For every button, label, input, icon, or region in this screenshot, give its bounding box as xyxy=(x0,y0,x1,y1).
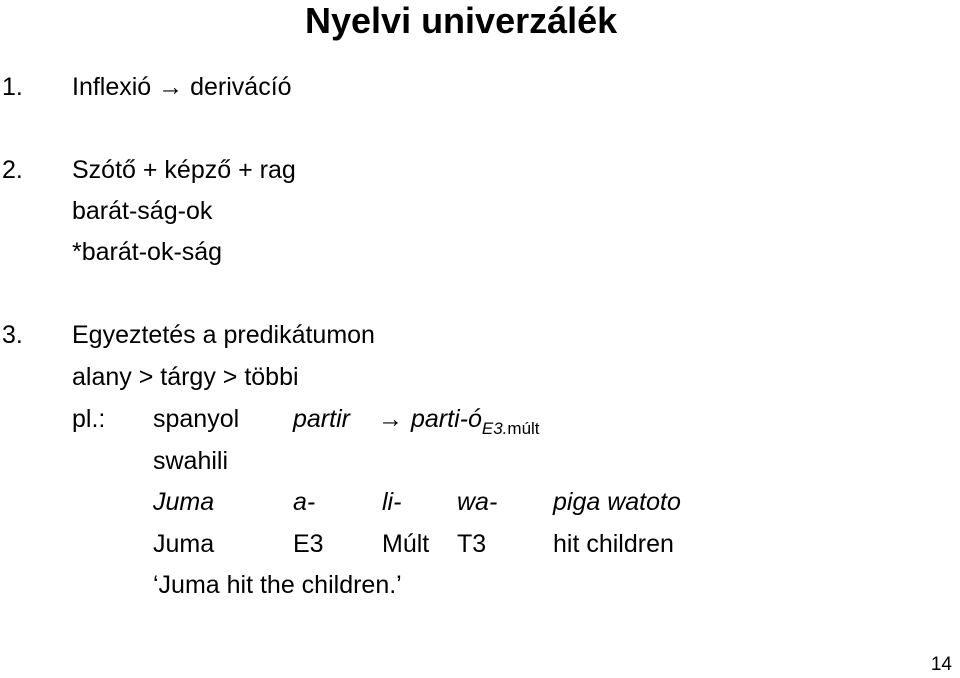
swahili-morph: wa- xyxy=(457,488,498,516)
item-2-example-1: barát-ság-ok xyxy=(72,197,213,225)
right-arrow-icon: → xyxy=(378,405,403,433)
inflection-label: Inflexió xyxy=(72,73,152,101)
spanish-label: spanyol xyxy=(153,405,240,433)
swahili-translation: ‘Juma hit the children.’ xyxy=(153,571,402,599)
right-arrow-icon: → xyxy=(158,73,184,101)
swahili-gloss: T3 xyxy=(457,530,487,558)
derivation-label: derivácíó xyxy=(190,73,292,101)
item-2-number: 2. xyxy=(2,156,23,184)
swahili-gloss: Juma xyxy=(153,530,215,558)
item-2-example-2: *barát-ok-ság xyxy=(72,238,223,266)
swahili-morph: a- xyxy=(293,488,316,516)
swahili-morph: piga watoto xyxy=(553,488,681,516)
item-3-text: Egyeztetés a predikátumon xyxy=(72,321,375,349)
slide-title: Nyelvi univerzálék xyxy=(305,0,618,41)
spanish-inflected-form: parti-ó xyxy=(411,405,482,433)
swahili-label: swahili xyxy=(153,447,229,475)
spanish-gloss-subscript: E3.múlt xyxy=(481,419,540,438)
agreement-hierarchy: alany > tárgy > többi xyxy=(72,363,299,391)
swahili-gloss: Múlt xyxy=(382,530,430,558)
item-2-text: Szótő + képző + rag xyxy=(72,156,296,184)
spanish-verb: partir xyxy=(293,405,350,433)
swahili-gloss: hit children xyxy=(553,530,674,558)
item-1-text xyxy=(72,72,292,102)
item-3-number: 3. xyxy=(2,321,23,349)
spanish-form xyxy=(411,404,540,437)
swahili-gloss: E3 xyxy=(293,530,324,558)
swahili-morph: li- xyxy=(382,488,402,516)
item-1-number: 1. xyxy=(2,73,23,101)
page-number: 14 xyxy=(930,654,952,675)
example-label: pl.: xyxy=(72,405,106,433)
swahili-morph: Juma xyxy=(153,488,215,516)
